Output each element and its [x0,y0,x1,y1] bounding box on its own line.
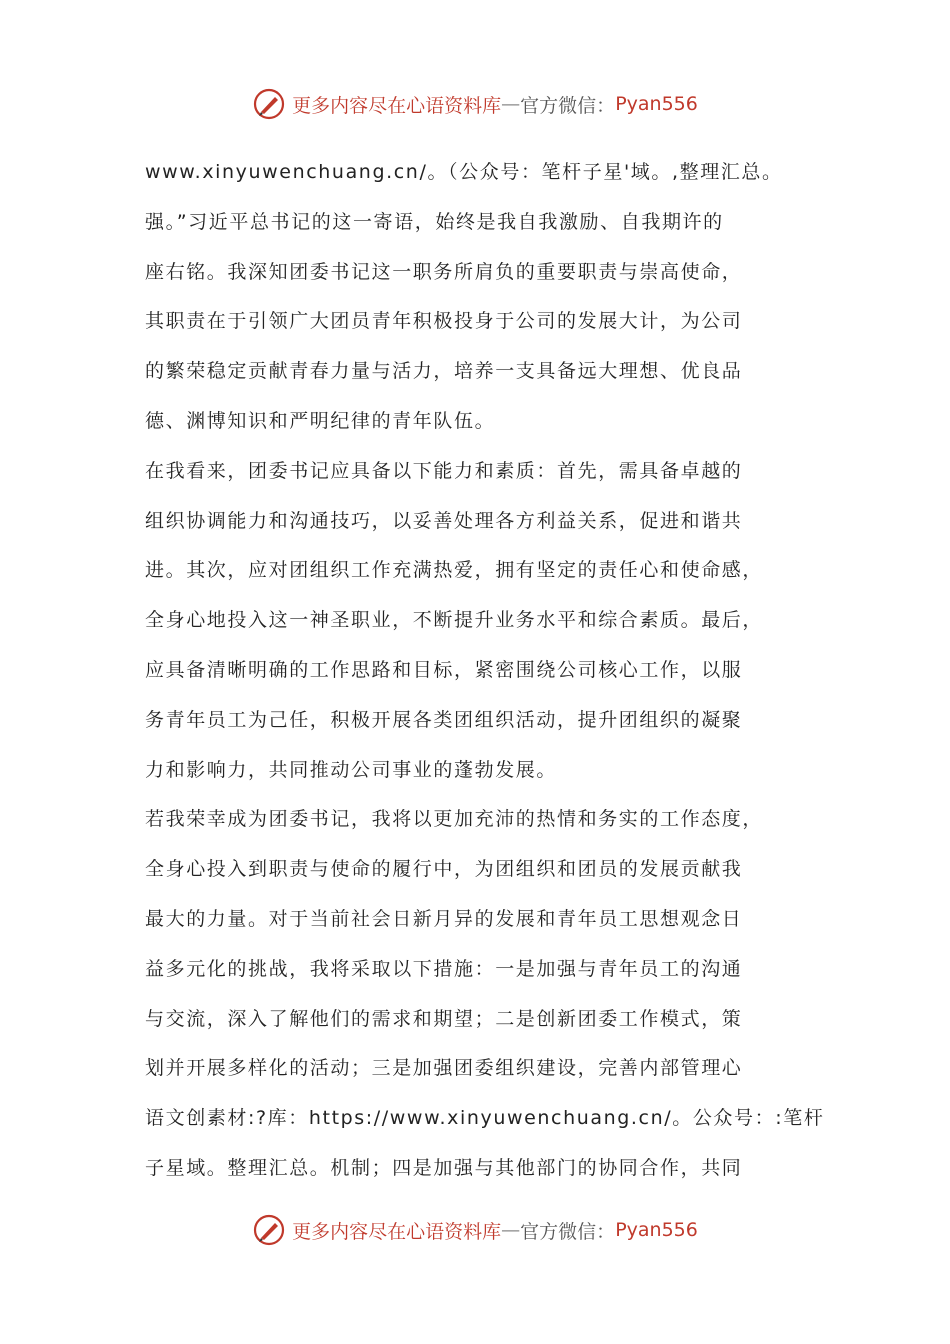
text-line: 益多元化的挑战，我将采取以下措施：一是加强与青年员工的沟通 [145,957,743,980]
text-line: 的繁荣稳定贡献青春力量与活力，培养一支具备远大理想、优良品 [145,360,743,383]
footer-text: 更多内容尽在心语资料库 [292,1220,502,1243]
text-line: 与交流，深入了解他们的需求和期望；二是创新团委工作模式，策 [145,1007,743,1030]
text-line: 最大的力量。对于当前社会日新月异的发展和青年员工思想观念日 [145,907,743,930]
text-line: www.xinyuwenchuang.cn/。（公众号：笔杆子星'域。,整理汇总。 [145,161,783,183]
header-separator: — [501,93,521,115]
text-line: 德、渊博知识和严明纪律的青年队伍。 [145,409,496,432]
header-wechat-id: Pyan556 [615,93,698,115]
text-line: 进。其次，应对团组织工作充满热爱，拥有坚定的责任心和使命感， [145,559,764,582]
text-line: 座右铭。我深知团委书记这一职务所肩负的重要职责与崇高使命， [145,260,743,283]
header-text: 更多内容尽在心语资料库 [292,94,502,117]
pen-logo-icon [252,87,286,121]
text-line: 应具备清晰明确的工作思路和目标，紧密围绕公司核心工作，以服 [145,658,743,681]
pen-logo-icon [252,1213,286,1247]
text-line: 全身心地投入这一神圣职业，不断提升业务水平和综合素质。最后， [145,609,764,632]
text-line: 全身心投入到职责与使命的履行中，为团组织和团员的发展贡献我 [145,858,743,881]
text-line: 其职责在于引领广大团员青年积极投身于公司的发展大计，为公司 [145,310,743,333]
header-label: 官方微信： [520,94,616,117]
footer-label: 官方微信： [520,1220,616,1243]
footer-banner [0,1210,950,1250]
text-line: 组织协调能力和沟通技巧，以妥善处理各方利益关系，促进和谐共 [145,509,743,532]
text-line: 力和影响力，共同推动公司事业的蓬勃发展。 [145,758,558,781]
text-line: 划并开展多样化的活动；三是加强团委组织建设，完善内部管理心 [145,1057,743,1080]
text-line: 若我荣幸成为团委书记，我将以更加充沛的热情和务实的工作态度， [145,808,764,831]
text-line: 务青年员工为己任，积极开展各类团组织活动，提升团组织的凝聚 [145,708,743,731]
document-body [145,148,825,1194]
text-line: 语文创素材:?库：https://www.xinyuwenchuang.cn/。公众号：:笔杆 [145,1107,825,1130]
footer-wechat-id: Pyan556 [615,1219,698,1241]
text-line: 子星域。整理汇总。机制；四是加强与其他部门的协同合作，共同 [145,1156,743,1179]
text-line: 强。”习近平总书记的这一寄语，始终是我自我激励、自我期许的 [145,210,724,233]
footer-separator: — [501,1219,521,1241]
header-banner [0,84,950,124]
text-line: 在我看来，团委书记应具备以下能力和素质：首先，需具备卓越的 [145,459,743,482]
